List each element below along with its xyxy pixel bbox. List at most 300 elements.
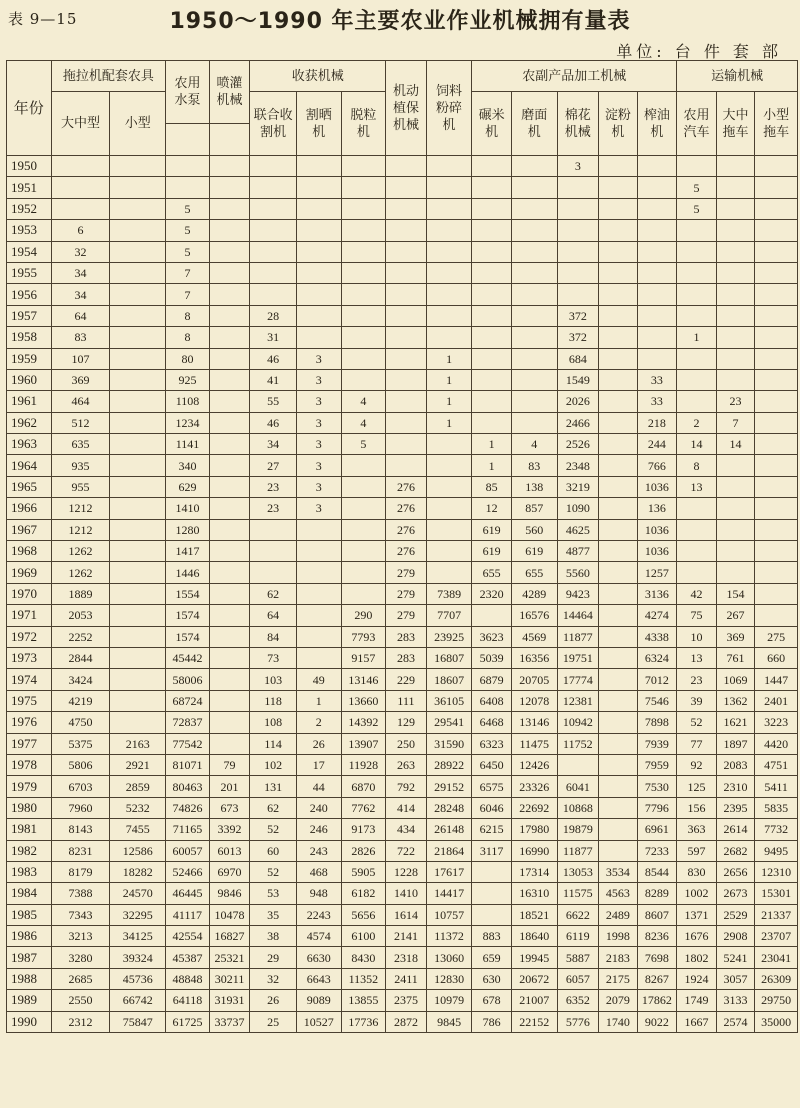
- cell-cotton: 2526: [557, 434, 599, 455]
- cell-lm-trailer: 2673: [716, 883, 755, 904]
- table-row: [7, 947, 798, 968]
- cell-plant-protection: 129: [386, 712, 427, 733]
- cell-small: 32295: [110, 904, 166, 925]
- cell-reaper: [296, 562, 341, 583]
- col-pump-blank: [166, 124, 210, 156]
- cell-plant-protection: [386, 369, 427, 390]
- cell-thresher: [341, 519, 386, 540]
- cell-oil-press: 7530: [637, 776, 677, 797]
- cell-feed-crusher: [426, 519, 472, 540]
- cell-small: [110, 690, 166, 711]
- cell-oil-press: 7012: [637, 669, 677, 690]
- cell-lm-trailer: [716, 156, 755, 177]
- cell-small-trailer: 29750: [755, 990, 798, 1011]
- table-row: [7, 262, 798, 283]
- cell-cotton: 10868: [557, 797, 599, 818]
- cell-year: 1957: [7, 305, 52, 326]
- cell-reaper: [296, 541, 341, 562]
- cell-small-trailer: [755, 262, 798, 283]
- cell-reaper: 10527: [296, 1011, 341, 1032]
- cell-rice-mill: 6450: [472, 754, 512, 775]
- table-row: [7, 861, 798, 882]
- cell-large-medium: 6703: [51, 776, 110, 797]
- cell-plant-protection: 2318: [386, 947, 427, 968]
- cell-rice-mill: [472, 177, 512, 198]
- cell-cotton: 11877: [557, 626, 599, 647]
- cell-farm-truck: 1802: [677, 947, 717, 968]
- cell-farm-truck: [677, 284, 717, 305]
- cell-farm-truck: 75: [677, 605, 717, 626]
- cell-cotton: 13053: [557, 861, 599, 882]
- cell-lm-trailer: [716, 198, 755, 219]
- cell-flour-mill: 655: [511, 562, 557, 583]
- cell-large-medium: 7388: [51, 883, 110, 904]
- cell-reaper: [296, 198, 341, 219]
- cell-plant-protection: 722: [386, 840, 427, 861]
- cell-pump: 629: [166, 476, 210, 497]
- table-row: [7, 990, 798, 1011]
- table-row: [7, 305, 798, 326]
- cell-reaper: 240: [296, 797, 341, 818]
- cell-farm-truck: [677, 391, 717, 412]
- table-row: [7, 412, 798, 433]
- cell-small: [110, 241, 166, 262]
- cell-combine: 73: [250, 647, 297, 668]
- cell-large-medium: 464: [51, 391, 110, 412]
- cell-starch: [599, 712, 638, 733]
- cell-thresher: 11352: [341, 968, 386, 989]
- cell-combine: [250, 241, 297, 262]
- cell-thresher: [341, 262, 386, 283]
- cell-large-medium: 7343: [51, 904, 110, 925]
- cell-lm-trailer: [716, 541, 755, 562]
- cell-small-trailer: [755, 562, 798, 583]
- cell-pump: 5: [166, 198, 210, 219]
- cell-feed-crusher: 21864: [426, 840, 472, 861]
- cell-plant-protection: 792: [386, 776, 427, 797]
- cell-feed-crusher: 10979: [426, 990, 472, 1011]
- cell-feed-crusher: 36105: [426, 690, 472, 711]
- cell-feed-crusher: [426, 455, 472, 476]
- cell-small: [110, 391, 166, 412]
- cell-starch: [599, 647, 638, 668]
- cell-small: [110, 519, 166, 540]
- cell-cotton: 11752: [557, 733, 599, 754]
- cell-small: 2859: [110, 776, 166, 797]
- cell-feed-crusher: 7707: [426, 605, 472, 626]
- cell-lm-trailer: 369: [716, 626, 755, 647]
- cell-farm-truck: 125: [677, 776, 717, 797]
- cell-plant-protection: 2141: [386, 926, 427, 947]
- cell-flour-mill: 11475: [511, 733, 557, 754]
- cell-oil-press: 6961: [637, 819, 677, 840]
- cell-plant-protection: 279: [386, 605, 427, 626]
- col-large-medium: 大中型: [51, 92, 110, 156]
- cell-thresher: 6182: [341, 883, 386, 904]
- cell-cotton: [557, 754, 599, 775]
- cell-flour-mill: 4289: [511, 583, 557, 604]
- cell-sprinkler: [209, 348, 250, 369]
- cell-oil-press: [637, 305, 677, 326]
- cell-pump: 1446: [166, 562, 210, 583]
- cell-small: 2921: [110, 754, 166, 775]
- cell-cotton: 2348: [557, 455, 599, 476]
- cell-lm-trailer: 2574: [716, 1011, 755, 1032]
- cell-oil-press: 8236: [637, 926, 677, 947]
- table-row: [7, 712, 798, 733]
- cell-year: 1990: [7, 1011, 52, 1032]
- cell-oil-press: 7233: [637, 840, 677, 861]
- cell-lm-trailer: 3057: [716, 968, 755, 989]
- cell-sprinkler: 6970: [209, 861, 250, 882]
- cell-flour-mill: 12426: [511, 754, 557, 775]
- cell-year: 1989: [7, 990, 52, 1011]
- cell-feed-crusher: [426, 476, 472, 497]
- cell-sprinkler: [209, 220, 250, 241]
- cell-plant-protection: 276: [386, 519, 427, 540]
- table-row: [7, 284, 798, 305]
- cell-small: [110, 498, 166, 519]
- cell-plant-protection: 276: [386, 541, 427, 562]
- cell-pump: 1554: [166, 583, 210, 604]
- cell-rice-mill: 619: [472, 541, 512, 562]
- cell-small-trailer: [755, 455, 798, 476]
- cell-farm-truck: [677, 262, 717, 283]
- cell-combine: 64: [250, 605, 297, 626]
- cell-oil-press: 33: [637, 391, 677, 412]
- cell-cotton: 1090: [557, 498, 599, 519]
- cell-plant-protection: 283: [386, 647, 427, 668]
- cell-cotton: 1549: [557, 369, 599, 390]
- cell-sprinkler: 6013: [209, 840, 250, 861]
- cell-combine: 108: [250, 712, 297, 733]
- cell-starch: 2183: [599, 947, 638, 968]
- cell-rice-mill: 6468: [472, 712, 512, 733]
- cell-oil-press: 1036: [637, 519, 677, 540]
- cell-plant-protection: 250: [386, 733, 427, 754]
- cell-farm-truck: 10: [677, 626, 717, 647]
- cell-lm-trailer: 2908: [716, 926, 755, 947]
- cell-cotton: 3219: [557, 476, 599, 497]
- cell-oil-press: 8267: [637, 968, 677, 989]
- cell-thresher: 4: [341, 412, 386, 433]
- cell-starch: [599, 156, 638, 177]
- cell-starch: [599, 434, 638, 455]
- cell-lm-trailer: 2656: [716, 861, 755, 882]
- cell-lm-trailer: 761: [716, 647, 755, 668]
- cell-pump: 80463: [166, 776, 210, 797]
- cell-flour-mill: [511, 177, 557, 198]
- cell-oil-press: 8607: [637, 904, 677, 925]
- table-row: [7, 434, 798, 455]
- cell-flour-mill: 4569: [511, 626, 557, 647]
- cell-year: 1975: [7, 690, 52, 711]
- cell-combine: 114: [250, 733, 297, 754]
- cell-starch: [599, 348, 638, 369]
- cell-farm-truck: [677, 241, 717, 262]
- table-row: [7, 840, 798, 861]
- cell-farm-truck: 13: [677, 647, 717, 668]
- cell-small-trailer: 660: [755, 647, 798, 668]
- cell-sprinkler: [209, 327, 250, 348]
- cell-thresher: 5656: [341, 904, 386, 925]
- col-combine: 联合收 割机: [250, 92, 297, 156]
- cell-year: 1981: [7, 819, 52, 840]
- cell-reaper: [296, 327, 341, 348]
- cell-small-trailer: 4420: [755, 733, 798, 754]
- cell-starch: [599, 391, 638, 412]
- cell-flour-mill: 83: [511, 455, 557, 476]
- cell-small-trailer: [755, 498, 798, 519]
- cell-oil-press: 7959: [637, 754, 677, 775]
- cell-starch: [599, 797, 638, 818]
- cell-starch: [599, 262, 638, 283]
- cell-rice-mill: [472, 241, 512, 262]
- cell-cotton: 11877: [557, 840, 599, 861]
- cell-year: 1963: [7, 434, 52, 455]
- cell-pump: 1417: [166, 541, 210, 562]
- cell-oil-press: 3136: [637, 583, 677, 604]
- cell-rice-mill: [472, 198, 512, 219]
- cell-reaper: 3: [296, 348, 341, 369]
- table-row: [7, 562, 798, 583]
- cell-rice-mill: [472, 883, 512, 904]
- cell-sprinkler: [209, 690, 250, 711]
- cell-oil-press: [637, 284, 677, 305]
- cell-plant-protection: [386, 241, 427, 262]
- cell-large-medium: 955: [51, 476, 110, 497]
- cell-lm-trailer: 1362: [716, 690, 755, 711]
- cell-plant-protection: [386, 455, 427, 476]
- cell-starch: [599, 776, 638, 797]
- cell-plant-protection: [386, 220, 427, 241]
- cell-feed-crusher: [426, 262, 472, 283]
- cell-small: [110, 605, 166, 626]
- cell-starch: [599, 327, 638, 348]
- cell-sprinkler: [209, 476, 250, 497]
- cell-oil-press: 6324: [637, 647, 677, 668]
- table-row: [7, 348, 798, 369]
- table-row: [7, 605, 798, 626]
- group-processing: 农副产品加工机械: [472, 61, 677, 92]
- cell-rice-mill: 85: [472, 476, 512, 497]
- cell-combine: 28: [250, 305, 297, 326]
- cell-year: 1968: [7, 541, 52, 562]
- cell-farm-truck: 5: [677, 198, 717, 219]
- col-thresher: 脱粒 机: [341, 92, 386, 156]
- cell-feed-crusher: 7389: [426, 583, 472, 604]
- cell-lm-trailer: 3133: [716, 990, 755, 1011]
- cell-plant-protection: [386, 434, 427, 455]
- cell-small-trailer: 5835: [755, 797, 798, 818]
- cell-reaper: 17: [296, 754, 341, 775]
- cell-feed-crusher: 11372: [426, 926, 472, 947]
- cell-starch: [599, 177, 638, 198]
- cell-rice-mill: 3117: [472, 840, 512, 861]
- cell-small-trailer: 7732: [755, 819, 798, 840]
- cell-pump: 340: [166, 455, 210, 476]
- cell-starch: 1740: [599, 1011, 638, 1032]
- cell-combine: 60: [250, 840, 297, 861]
- cell-feed-crusher: [426, 541, 472, 562]
- cell-thresher: [341, 177, 386, 198]
- cell-feed-crusher: 26148: [426, 819, 472, 840]
- cell-year: 1955: [7, 262, 52, 283]
- cell-plant-protection: 263: [386, 754, 427, 775]
- cell-flour-mill: [511, 305, 557, 326]
- cell-year: 1950: [7, 156, 52, 177]
- cell-starch: [599, 284, 638, 305]
- cell-oil-press: 7698: [637, 947, 677, 968]
- cell-small-trailer: 5411: [755, 776, 798, 797]
- cell-small: 12586: [110, 840, 166, 861]
- cell-year: 1980: [7, 797, 52, 818]
- cell-small: [110, 327, 166, 348]
- cell-rice-mill: [472, 348, 512, 369]
- cell-feed-crusher: [426, 305, 472, 326]
- cell-reaper: 3: [296, 455, 341, 476]
- cell-cotton: 6057: [557, 968, 599, 989]
- cell-rice-mill: 6215: [472, 819, 512, 840]
- table-row: [7, 177, 798, 198]
- cell-small: 5232: [110, 797, 166, 818]
- cell-cotton: 9423: [557, 583, 599, 604]
- page-title: 1950～1990 年主要农业作业机械拥有量表: [169, 9, 631, 34]
- cell-large-medium: 8143: [51, 819, 110, 840]
- cell-combine: [250, 262, 297, 283]
- cell-small: [110, 455, 166, 476]
- cell-small-trailer: 3223: [755, 712, 798, 733]
- cell-small: [110, 583, 166, 604]
- cell-flour-mill: 23326: [511, 776, 557, 797]
- cell-rice-mill: [472, 284, 512, 305]
- cell-pump: 1574: [166, 605, 210, 626]
- cell-plant-protection: 434: [386, 819, 427, 840]
- cell-large-medium: 4219: [51, 690, 110, 711]
- cell-farm-truck: [677, 498, 717, 519]
- cell-farm-truck: 1371: [677, 904, 717, 925]
- cell-combine: 31: [250, 327, 297, 348]
- cell-thresher: 13855: [341, 990, 386, 1011]
- cell-small-trailer: [755, 241, 798, 262]
- cell-lm-trailer: 267: [716, 605, 755, 626]
- cell-rice-mill: [472, 156, 512, 177]
- cell-combine: 103: [250, 669, 297, 690]
- cell-lm-trailer: 2395: [716, 797, 755, 818]
- cell-sprinkler: 25321: [209, 947, 250, 968]
- cell-small: 2163: [110, 733, 166, 754]
- cell-rice-mill: 5039: [472, 647, 512, 668]
- cell-combine: 52: [250, 861, 297, 882]
- cell-reaper: 2243: [296, 904, 341, 925]
- cell-plant-protection: 279: [386, 562, 427, 583]
- cell-small: [110, 369, 166, 390]
- cell-year: 1984: [7, 883, 52, 904]
- cell-large-medium: 1212: [51, 519, 110, 540]
- cell-small-trailer: [755, 220, 798, 241]
- cell-year: 1987: [7, 947, 52, 968]
- cell-rice-mill: 3623: [472, 626, 512, 647]
- cell-oil-press: 1257: [637, 562, 677, 583]
- cell-rice-mill: 6046: [472, 797, 512, 818]
- cell-sprinkler: 10478: [209, 904, 250, 925]
- cell-year: 1958: [7, 327, 52, 348]
- cell-thresher: [341, 156, 386, 177]
- cell-pump: 52466: [166, 861, 210, 882]
- col-flour-mill: 磨面 机: [511, 92, 557, 156]
- cell-farm-truck: 597: [677, 840, 717, 861]
- cell-plant-protection: 2375: [386, 990, 427, 1011]
- cell-year: 1954: [7, 241, 52, 262]
- cell-small-trailer: [755, 605, 798, 626]
- cell-small: [110, 626, 166, 647]
- cell-feed-crusher: [426, 284, 472, 305]
- cell-plant-protection: [386, 177, 427, 198]
- table-row: [7, 968, 798, 989]
- cell-flour-mill: 619: [511, 541, 557, 562]
- cell-rice-mill: 6408: [472, 690, 512, 711]
- cell-sprinkler: 79: [209, 754, 250, 775]
- cell-plant-protection: 276: [386, 476, 427, 497]
- cell-starch: [599, 198, 638, 219]
- cell-oil-press: [637, 262, 677, 283]
- cell-oil-press: 33: [637, 369, 677, 390]
- cell-flour-mill: 857: [511, 498, 557, 519]
- cell-farm-truck: 5: [677, 177, 717, 198]
- cell-pump: 41117: [166, 904, 210, 925]
- cell-year: 1959: [7, 348, 52, 369]
- col-pump: 农用 水泵: [166, 61, 210, 124]
- table-row: [7, 156, 798, 177]
- cell-combine: [250, 562, 297, 583]
- table-row: [7, 476, 798, 497]
- cell-combine: 41: [250, 369, 297, 390]
- cell-farm-truck: [677, 369, 717, 390]
- cell-small-trailer: 12310: [755, 861, 798, 882]
- cell-large-medium: 2550: [51, 990, 110, 1011]
- cell-combine: [250, 156, 297, 177]
- cell-feed-crusher: 1: [426, 348, 472, 369]
- cell-rice-mill: [472, 369, 512, 390]
- table-row: [7, 797, 798, 818]
- cell-pump: 1574: [166, 626, 210, 647]
- table-row: [7, 883, 798, 904]
- cell-pump: 60057: [166, 840, 210, 861]
- cell-rice-mill: 6575: [472, 776, 512, 797]
- cell-small-trailer: [755, 177, 798, 198]
- cell-flour-mill: [511, 327, 557, 348]
- cell-oil-press: 17862: [637, 990, 677, 1011]
- cell-rice-mill: [472, 262, 512, 283]
- cell-lm-trailer: 1897: [716, 733, 755, 754]
- cell-small: [110, 712, 166, 733]
- cell-feed-crusher: 29541: [426, 712, 472, 733]
- cell-reaper: [296, 605, 341, 626]
- cell-flour-mill: 4: [511, 434, 557, 455]
- cell-small: 34125: [110, 926, 166, 947]
- cell-large-medium: 83: [51, 327, 110, 348]
- cell-flour-mill: [511, 348, 557, 369]
- cell-combine: 131: [250, 776, 297, 797]
- cell-large-medium: 2685: [51, 968, 110, 989]
- cell-plant-protection: 2872: [386, 1011, 427, 1032]
- cell-reaper: 1: [296, 690, 341, 711]
- cell-sprinkler: [209, 647, 250, 668]
- table-row: [7, 455, 798, 476]
- cell-flour-mill: 16356: [511, 647, 557, 668]
- cell-combine: 23: [250, 498, 297, 519]
- cell-large-medium: 2312: [51, 1011, 110, 1032]
